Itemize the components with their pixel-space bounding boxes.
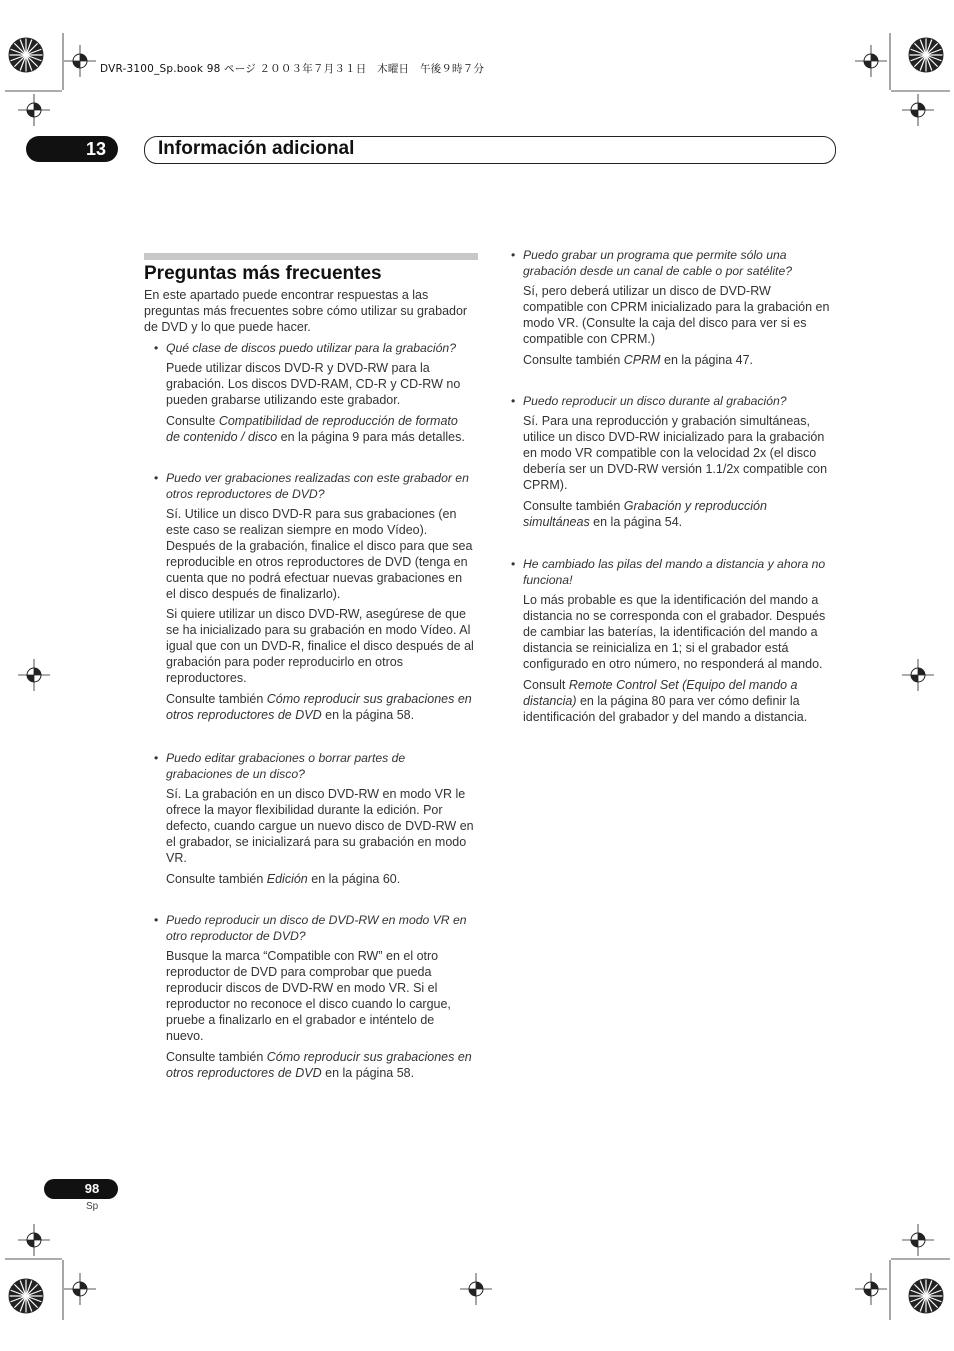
page-language: Sp bbox=[86, 1201, 99, 1212]
section-title: Preguntas más frecuentes bbox=[144, 263, 382, 284]
registration-target-icon bbox=[64, 1273, 96, 1305]
registration-starburst-icon bbox=[9, 38, 43, 72]
faq-answer: Puede utilizar discos DVD-R y DVD-RW para la grabación. Los discos DVD-RAM, CD-R y CD-RW no pueden grabarse utilizando este grabador. bbox=[166, 361, 461, 407]
faq-answer: Sí, pero deberá utilizar un disco de DVD-RW compatible con CPRM inicializado para la grabación en modo VR. (Consulte la caja del disco para ver si es compatible con CPRM.) bbox=[523, 284, 830, 346]
registration-target-icon bbox=[460, 1273, 492, 1305]
faq-question: He cambiado las pilas del mando a distancia y ahora no funciona! bbox=[523, 557, 826, 587]
faq-reference: Consulte también Grabación y reproducción simultáneas en la página 54. bbox=[523, 499, 767, 529]
faq-item: • Puedo grabar un programa que permite sólo una grabación desde un canal de cable o por satélite? Sí, pero deberá utilizar un disco de DVD-RW compatible con CPRM inicializado para la grabación en modo VR. (Consulte la caja del disco para ver si es compatible con CPRM.) Consulte también CPRM en la página 47. bbox=[501, 247, 831, 368]
registration-starburst-icon bbox=[9, 1279, 43, 1313]
faq-reference: Consult Remote Control Set (Equipo del mando a distancia) en la página 80 para ver cómo definir la identificación del grabador y del mando a distancia. bbox=[523, 678, 808, 724]
section-intro: En este apartado puede encontrar respuestas a las preguntas más frecuentes sobre cómo utilizar su grabador de DVD y lo que puede hacer. bbox=[144, 288, 468, 334]
chapter-title: Información adicional bbox=[158, 138, 355, 159]
faq-item: • He cambiado las pilas del mando a distancia y ahora no funciona! Lo más probable es que la identificación del mando a distancia no se corresponda con el grabador. Después de cambiar las baterías, la identificación del mando a distancia se reinicializa en 1; si el grabador está configurado en otro número, no responderá al mando. Consult Remote Control Set (Equipo del mando a distancia) en la página 80 para ver cómo definir la identificación del grabador y del mando a distancia. bbox=[501, 556, 831, 725]
faq-answer: Sí. La grabación en un disco DVD-RW en modo VR le ofrece la mayor flexibilidad durante la edición. Por defecto, cuando cargue un nuevo disco de DVD-RW en el grabador, se inicializará para su grabación en modo VR. bbox=[166, 787, 474, 865]
faq-item: • Puedo ver grabaciones realizadas con este grabador en otros reproductores de DVD? Sí. Utilice un disco DVD-R para sus grabaciones (en este caso se realizan siempre en modo Vídeo). Después de la grabación, finalice el disco para que sea reproducible en otros reproductores de DVD (tenga en cuenta que no podrá efectuar nuevas grabaciones en el disco después de finalizarlo). Si quiere utilizar un disco DVD-RW, asegúrese de que se ha inicializado para su grabación en modo Vídeo. Al igual que con un DVD-R, finalice el disco después de al grabación para poder reproducirlo en otros reproductores. Consulte también Cómo reproducir sus grabaciones en otros reproductores de DVD en la página 58. bbox=[144, 470, 474, 723]
registration-starburst-icon bbox=[909, 1279, 943, 1313]
faq-reference: Consulte Compatibilidad de reproducción de formato de contenido / disco en la página 9 para más detalles. bbox=[166, 414, 465, 444]
faq-question: Puedo reproducir un disco de DVD-RW en modo VR en otro reproductor de DVD? bbox=[166, 913, 467, 943]
faq-answer: Busque la marca “Compatible con RW” en el otro reproductor de DVD para comprobar que pueda reproducir discos de DVD-RW en modo VR. Si el reproductor no reconoce el disco cuando lo cargue, pruebe a finalizarlo en el grabador e inténtelo de nuevo. bbox=[166, 949, 451, 1043]
faq-question: Puedo reproducir un disco durante al grabación? bbox=[523, 394, 787, 408]
faq-reference: Consulte también Cómo reproducir sus grabaciones en otros reproductores de DVD en la página 58. bbox=[166, 692, 472, 722]
faq-answer: Sí. Utilice un disco DVD-R para sus grabaciones (en este caso se realizan siempre en modo Vídeo). Después de la grabación, finalice el disco para que sea reproducible en otros reproductores de DVD (tenga en cuenta que no podrá efectuar nuevas grabaciones en el disco después de finalizarlo). bbox=[166, 507, 473, 601]
registration-starburst-icon bbox=[909, 38, 943, 72]
faq-question: Puedo grabar un programa que permite sólo una grabación desde un canal de cable o por satélite? bbox=[523, 248, 792, 278]
registration-target-icon bbox=[18, 1224, 50, 1256]
faq-answer: Si quiere utilizar un disco DVD-RW, asegúrese de que se ha inicializado para su grabación en modo Vídeo. Al igual que con un DVD-R, finalice el disco después de al grabación para poder reproducirlo en otros reproductores. bbox=[166, 607, 474, 685]
registration-target-icon bbox=[18, 659, 50, 691]
registration-target-icon bbox=[855, 1273, 887, 1305]
faq-item: • Puedo reproducir un disco de DVD-RW en modo VR en otro reproductor de DVD? Busque la marca “Compatible con RW” en el otro reproductor de DVD para comprobar que pueda reproducir discos de DVD-RW en modo VR. Si el reproductor no reconoce el disco cuando lo cargue, pruebe a finalizarlo en el grabador e inténtelo de nuevo. Consulte también Cómo reproducir sus grabaciones en otros reproductores de DVD en la página 58. bbox=[144, 912, 474, 1081]
faq-question: Qué clase de discos puedo utilizar para la grabación? bbox=[166, 341, 456, 355]
registration-target-icon bbox=[64, 45, 96, 77]
faq-item: • Puedo editar grabaciones o borrar partes de grabaciones de un disco? Sí. La grabación en un disco DVD-RW en modo VR le ofrece la mayor flexibilidad durante la edición. Por defecto, cuando cargue un nuevo disco de DVD-RW en el grabador, se inicializará para su grabación en modo VR. Consulte también Edición en la página 60. bbox=[144, 750, 474, 887]
registration-target-icon bbox=[18, 94, 50, 126]
faq-question: Puedo editar grabaciones o borrar partes de grabaciones de un disco? bbox=[166, 751, 406, 781]
faq-reference: Consulte también CPRM en la página 47. bbox=[523, 353, 754, 367]
faq-question: Puedo ver grabaciones realizadas con este grabador en otros reproductores de DVD? bbox=[166, 471, 469, 501]
chapter-number: 13 bbox=[85, 139, 107, 159]
faq-reference: Consulte también Edición en la página 60. bbox=[166, 872, 401, 886]
registration-target-icon bbox=[855, 45, 887, 77]
page-number: 98 bbox=[84, 1181, 100, 1196]
faq-item: • Puedo reproducir un disco durante al grabación? Sí. Para una reproducción y grabación simultáneas, utilice un disco DVD-RW inicializado para la grabación en modo VR compatible con la velocidad 2x (el disco debería ser un DVD-RW versión 1.1/2x compatible con CPRM). Consulte también Grabación y reproducción simultáneas en la página 54. bbox=[501, 393, 831, 530]
faq-reference: Consulte también Cómo reproducir sus grabaciones en otros reproductores de DVD en la página 58. bbox=[166, 1050, 472, 1080]
registration-target-icon bbox=[902, 1224, 934, 1256]
registration-target-icon bbox=[902, 659, 934, 691]
faq-item: • Qué clase de discos puedo utilizar para la grabación? Puede utilizar discos DVD-R y DVD-RW para la grabación. Los discos DVD-RAM, CD-R y CD-RW no pueden grabarse utilizando este grabador. Consulte Compatibilidad de reproducción de formato de contenido / disco en la página 9 para más detalles. bbox=[144, 340, 474, 445]
file-header: DVR-3100_Sp.book 98 ページ ２００３年７月３１日 木曜日 午後９時７分 bbox=[100, 63, 485, 75]
faq-answer: Sí. Para una reproducción y grabación simultáneas, utilice un disco DVD-RW inicializado para la grabación en modo VR compatible con la velocidad 2x (el disco debería ser un DVD-RW versión 1.1/2x compatible con CPRM). bbox=[523, 414, 828, 492]
faq-answer: Lo más probable es que la identificación del mando a distancia no se corresponda con el grabador. Después de cambiar las baterías, la identificación del mando a distancia se reinicializa en 1; si el grabador está configurado en otro número, no responderá al mando. bbox=[523, 593, 826, 671]
registration-target-icon bbox=[902, 94, 934, 126]
